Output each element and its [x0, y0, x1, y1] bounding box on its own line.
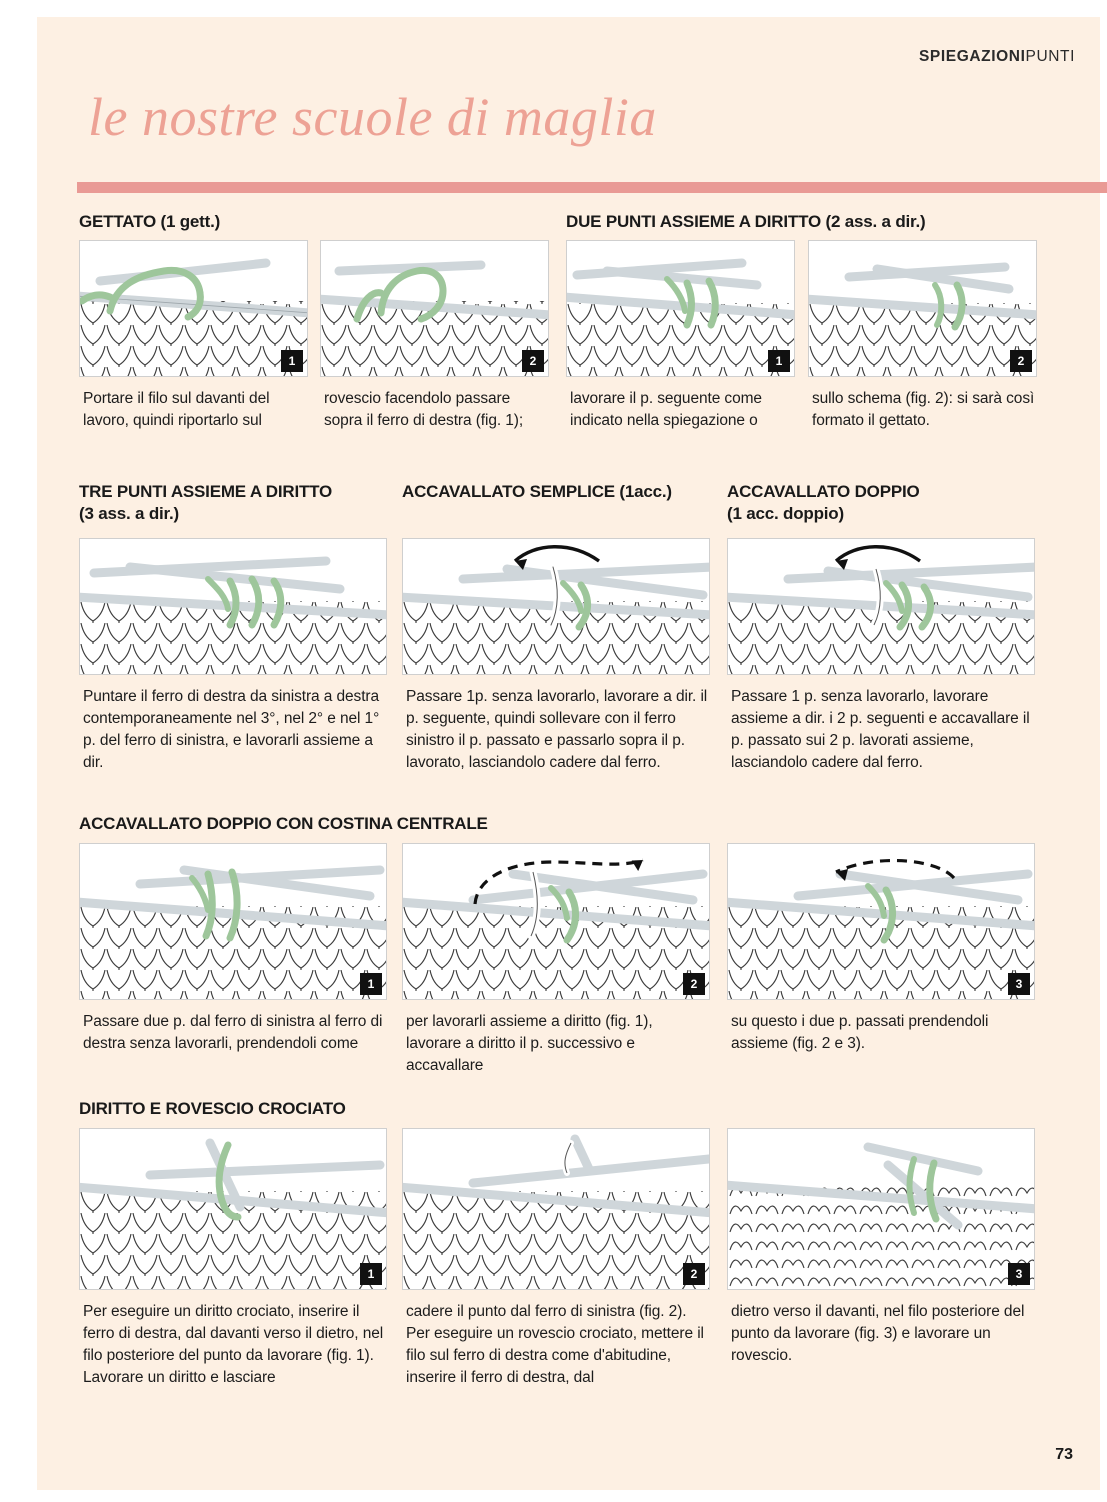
knitting-illustration [728, 1129, 1034, 1289]
caption-gettato-2: rovescio facendolo passare sopra il ferro di destra (fig. 1); [324, 390, 524, 429]
figure-badge: 3 [1008, 973, 1030, 995]
knitting-illustration [728, 539, 1034, 674]
knitting-illustration [728, 844, 1034, 999]
page-number: 73 [1055, 1446, 1073, 1463]
section-title-gettato: GETTATO (1 gett.) [79, 212, 221, 231]
figure-badge: 1 [768, 350, 790, 372]
figure-badge: 2 [1010, 350, 1032, 372]
knitting-illustration [403, 539, 709, 674]
section-title-accavallato-doppio [727, 481, 1027, 525]
title-rule [77, 182, 1107, 193]
page-margin-left [0, 0, 37, 1502]
caption-costina-1: Passare due p. dal ferro di sinistra al ferro di destra senza lavorarli, prendendoli come [83, 1013, 383, 1052]
caption-crociato-2: cadere il punto dal ferro di sinistra (fig. 2). Per eseguire un rovescio crociato, mettere il filo sul ferro di destra come d'abitudine, inserire il ferro di destra, dal [406, 1303, 704, 1386]
page-margin-bottom [0, 1490, 1107, 1502]
section-title-due-punti-assieme: DUE PUNTI ASSIEME A DIRITTO (2 ass. a dir.) [566, 212, 926, 231]
page-margin-right [1100, 0, 1107, 1502]
knitting-illustration [80, 241, 307, 376]
figure-badge: 2 [683, 1263, 705, 1285]
caption-costina-2: per lavorarli assieme a diritto (fig. 1), lavorare a diritto il p. successivo e accavallare [406, 1013, 653, 1074]
figure-due-punti-2 [808, 240, 1037, 377]
knitting-illustration [80, 844, 386, 999]
figure-costina-1 [79, 843, 387, 1000]
section-title-accavallato-doppio-line2: (1 acc. doppio) [727, 503, 844, 523]
caption-accavallato-semplice: Passare 1p. senza lavorarlo, lavorare a dir. il p. seguente, quindi sollevare con il ferro sinistro il p. passato e passarlo sopra il p. lavorato, lasciandolo cadere dal ferro. [406, 688, 708, 771]
knitting-illustration [321, 241, 548, 376]
figure-gettato-2 [320, 240, 549, 377]
section-title-tre-punti-line1: TRE PUNTI ASSIEME A DIRITTO [79, 482, 333, 501]
section-title-tre-punti [79, 481, 379, 525]
header-kicker-bold: SPIEGAZIONI [918, 48, 1026, 65]
knitting-illustration [567, 241, 794, 376]
figure-accavallato-doppio [727, 538, 1035, 675]
knitting-illustration [403, 844, 709, 999]
page-title: le nostre scuole di maglia [88, 87, 657, 147]
figure-crociato-2 [402, 1128, 710, 1290]
page-margin-top [0, 0, 1107, 17]
section-title-diritto-rovescio-crociato: DIRITTO E ROVESCIO CROCIATO [79, 1099, 346, 1118]
caption-crociato-1: Per eseguire un diritto crociato, inserire il ferro di destra, dal davanti verso il dietro, nel filo posteriore del punto da lavorare (fig. 1). Lavorare un diritto e lasciare [83, 1303, 384, 1386]
figure-tre-punti [79, 538, 387, 675]
caption-gettato-1: Portare il filo sul davanti del lavoro, quindi riportarlo sul [83, 390, 270, 429]
figure-gettato-1 [79, 240, 308, 377]
section-title-accavallato-doppio-costina: ACCAVALLATO DOPPIO CON COSTINA CENTRALE [79, 814, 488, 833]
figure-badge: 1 [360, 1263, 382, 1285]
figure-badge: 2 [522, 350, 544, 372]
knitting-illustration [809, 241, 1036, 376]
figure-due-punti-1 [566, 240, 795, 377]
caption-tre-punti: Puntare il ferro di destra da sinistra a destra contemporaneamente nel 3°, nel 2° e nel 1° p. del ferro di sinistra, e lavorarli assieme a dir. [83, 688, 380, 771]
caption-costina-3: su questo i due p. passati prendendoli assieme (fig. 2 e 3). [731, 1013, 989, 1052]
caption-accavallato-doppio: Passare 1 p. senza lavorarlo, lavorare assieme a dir. i 2 p. seguenti e accavallare il p. passato sui 2 p. lavorati assieme, lasciandolo cadere dal ferro. [731, 688, 1030, 771]
knitting-illustration [80, 1129, 386, 1289]
figure-badge: 2 [683, 973, 705, 995]
header-kicker-light: PUNTI [1025, 48, 1075, 65]
figure-crociato-1 [79, 1128, 387, 1290]
figure-costina-3 [727, 843, 1035, 1000]
section-title-accavallato-semplice: ACCAVALLATO SEMPLICE (1acc.) [402, 482, 672, 501]
figure-costina-2 [402, 843, 710, 1000]
section-title-tre-punti-line2: (3 ass. a dir.) [79, 503, 179, 523]
figure-crociato-3 [727, 1128, 1035, 1290]
figure-accavallato-semplice [402, 538, 710, 675]
knitting-illustration [80, 539, 386, 674]
section-title-accavallato-doppio-line1: ACCAVALLATO DOPPIO [727, 482, 920, 501]
figure-badge: 3 [1008, 1263, 1030, 1285]
header-kicker [919, 48, 1075, 66]
figure-badge: 1 [360, 973, 382, 995]
caption-due-punti-1: lavorare il p. seguente come indicato nella spiegazione o [570, 390, 762, 429]
knitting-illustration [403, 1129, 709, 1289]
caption-due-punti-2: sullo schema (fig. 2): si sarà così formato il gettato. [812, 390, 1035, 429]
figure-badge: 1 [281, 350, 303, 372]
caption-crociato-3: dietro verso il davanti, nel filo posteriore del punto da lavorare (fig. 3) e lavorare un rovescio. [731, 1303, 1025, 1364]
